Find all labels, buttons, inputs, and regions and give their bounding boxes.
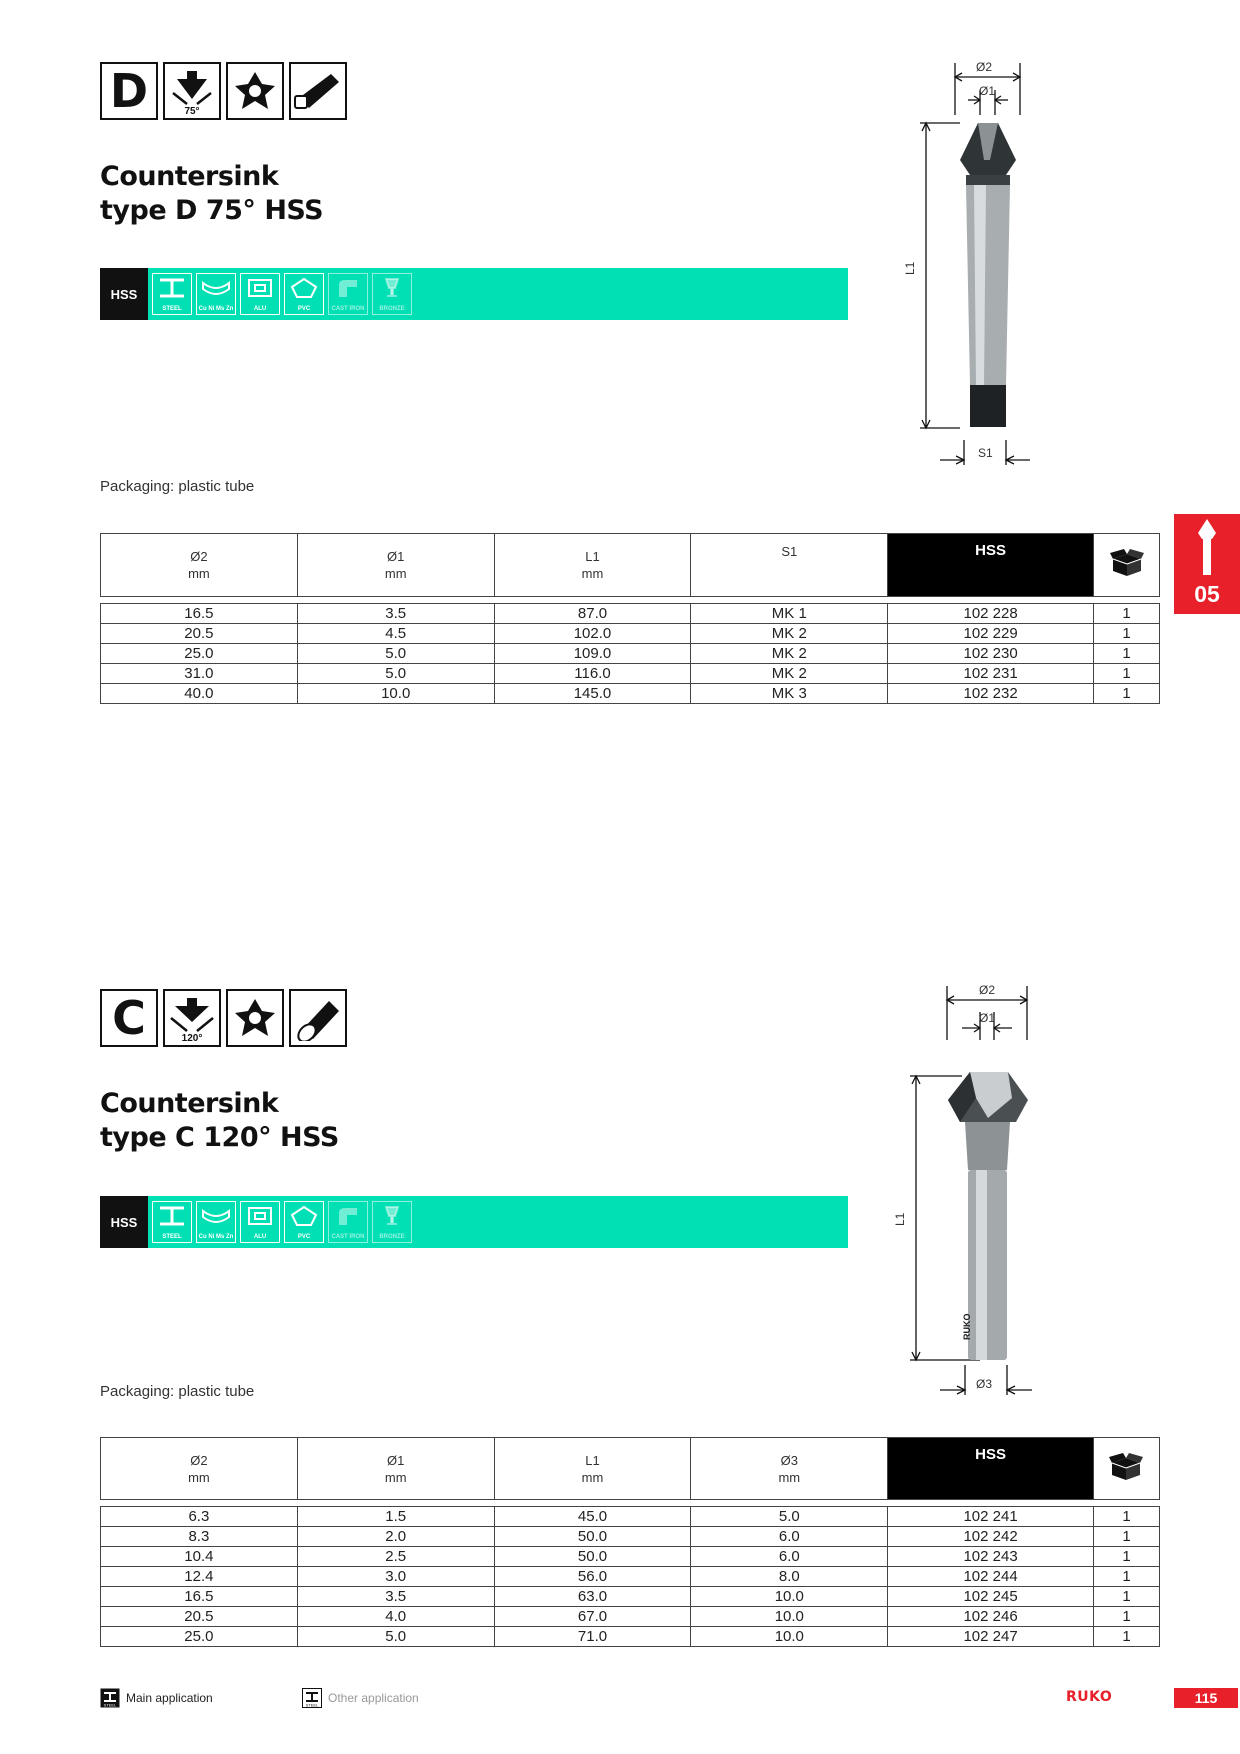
dim-s1: S1 [978, 446, 993, 460]
table-body-c [101, 1507, 1160, 1647]
svg-text:STEEL: STEEL [305, 1702, 319, 1708]
header-cell: L1 mm [494, 1438, 691, 1500]
table-cell: 1 [1093, 1567, 1159, 1587]
type-letter-c: C [100, 989, 158, 1047]
header-cell-hss: HSS [888, 1438, 1094, 1500]
table-cell: 5.0 [691, 1507, 888, 1527]
table-row [101, 1547, 1160, 1567]
table-cell: 3.5 [297, 1587, 494, 1607]
table-cell: 6.0 [691, 1527, 888, 1547]
brand-logo: RUKO [1066, 1689, 1113, 1705]
table-cell: 8.0 [691, 1567, 888, 1587]
type-icons-d [100, 62, 347, 120]
title-line-2: type C 120° HSS [100, 1122, 339, 1153]
table-cell: 102 246 [888, 1607, 1094, 1627]
countersink-icon [1196, 519, 1218, 575]
product-title-d [100, 160, 323, 228]
aluminium-profile-icon [245, 277, 275, 299]
material-alu [240, 273, 280, 315]
table-cell: 10.0 [297, 684, 494, 704]
product-title-c [100, 1087, 339, 1155]
table-cell: 10.0 [691, 1627, 888, 1647]
dim-d1: Ø1 [979, 1011, 996, 1025]
header-cell: Ø2 mm [101, 1438, 298, 1500]
header-cell: L1 mm [494, 534, 691, 597]
table-cell: 20.5 [101, 1607, 298, 1627]
material-pvc [284, 273, 324, 315]
table-cell: 1 [1093, 1547, 1159, 1567]
table-cell: 102 232 [888, 684, 1094, 704]
table-cell: 102 229 [888, 624, 1094, 644]
packaging-note-c: Packaging: plastic tube [100, 1383, 255, 1400]
material-label: PVC [297, 306, 311, 312]
material-label: STEEL [162, 306, 182, 312]
table-cell: 5.0 [297, 1627, 494, 1647]
spec-table-c-wrap [100, 1437, 1160, 1647]
shank-mark: RUKO [962, 1313, 972, 1340]
table-cell: 25.0 [101, 644, 298, 664]
material-label: CAST IRON [331, 1234, 365, 1240]
countersink-angle-icon [163, 62, 221, 120]
table-cell: 1 [1093, 1607, 1159, 1627]
table-cell: 10.0 [691, 1607, 888, 1627]
material-label: Cu Ni Ms Zn [198, 1234, 234, 1240]
header-cell: Ø2 mm [101, 534, 298, 597]
three-flute-icon [226, 989, 284, 1047]
table-cell: 1.5 [297, 1507, 494, 1527]
material-bar-d [100, 268, 848, 320]
material-nonferrous [196, 1201, 236, 1243]
material-cast-iron [328, 273, 368, 315]
table-cell: 45.0 [494, 1507, 691, 1527]
legend-other-label: Other application [328, 1691, 419, 1705]
spec-table-c [100, 1437, 1160, 1647]
table-cell: 12.4 [101, 1567, 298, 1587]
table-cell: 102.0 [494, 624, 691, 644]
material-label: BRONZE [379, 306, 405, 312]
table-cell: 102 243 [888, 1547, 1094, 1567]
chapter-number: 05 [1194, 581, 1220, 607]
bronze-icon [377, 277, 407, 299]
drawing-c [890, 980, 1050, 1400]
table-cell: MK 2 [691, 664, 888, 684]
svg-text:STEEL: STEEL [103, 1702, 117, 1708]
dim-l1: L1 [903, 261, 917, 275]
table-cell: 10.0 [691, 1587, 888, 1607]
material-label: ALU [253, 306, 267, 312]
table-cell: 16.5 [101, 1587, 298, 1607]
table-cell: 102 242 [888, 1527, 1094, 1547]
table-cell: 4.0 [297, 1607, 494, 1627]
table-row [101, 624, 1160, 644]
table-cell: 2.0 [297, 1527, 494, 1547]
table-cell: 5.0 [297, 664, 494, 684]
steel-beam-icon [157, 277, 187, 299]
table-cell: 1 [1094, 624, 1160, 644]
table-cell: 3.5 [297, 604, 494, 624]
header-cell: Ø1 mm [297, 534, 494, 597]
material-label: CAST IRON [331, 306, 365, 312]
package-icon [1110, 548, 1144, 578]
table-cell: 102 244 [888, 1567, 1094, 1587]
table-row [101, 684, 1160, 704]
title-line-2: type D 75° HSS [100, 195, 324, 226]
packaging-note-d: Packaging: plastic tube [100, 478, 255, 495]
material-strip [148, 268, 848, 320]
material-steel [152, 273, 192, 315]
header-cell: Ø3 mm [691, 1438, 888, 1500]
table-cell: 50.0 [494, 1547, 691, 1567]
nonferrous-icon [201, 277, 231, 299]
plastic-icon [289, 1205, 319, 1227]
package-icon [1109, 1452, 1143, 1482]
material-bronze [372, 1201, 412, 1243]
table-cell: 1 [1094, 644, 1160, 664]
table-cell: 1 [1094, 664, 1160, 684]
legend-main-label: Main application [126, 1691, 213, 1705]
table-row [101, 1607, 1160, 1627]
material-strip [148, 1196, 848, 1248]
spec-table-d [100, 533, 1160, 704]
table-cell: 50.0 [494, 1527, 691, 1547]
cylindrical-shank-icon [289, 989, 347, 1047]
type-icons-c [100, 989, 347, 1047]
steel-other-icon [302, 1688, 322, 1708]
chapter-tab [1174, 514, 1240, 614]
table-row [101, 644, 1160, 664]
morse-taper-shank-icon [289, 62, 347, 120]
table-cell: 102 228 [888, 604, 1094, 624]
table-cell: 1 [1093, 1507, 1159, 1527]
table-cell: 6.0 [691, 1547, 888, 1567]
material-pvc [284, 1201, 324, 1243]
table-cell: MK 2 [691, 624, 888, 644]
table-cell: 1 [1093, 1527, 1159, 1547]
dim-d3: Ø3 [976, 1377, 993, 1391]
legend-other-application [302, 1688, 419, 1708]
table-cell: 3.0 [297, 1567, 494, 1587]
table-row [101, 664, 1160, 684]
table-body-d [101, 604, 1160, 704]
table-cell: 40.0 [101, 684, 298, 704]
table-cell: 1 [1093, 1587, 1159, 1607]
steel-main-icon [100, 1688, 120, 1708]
material-alu [240, 1201, 280, 1243]
header-cell-package [1093, 1438, 1159, 1500]
bronze-icon [377, 1205, 407, 1227]
table-row [101, 1567, 1160, 1587]
table-cell: 67.0 [494, 1607, 691, 1627]
material-steel [152, 1201, 192, 1243]
material-label: BRONZE [379, 1234, 405, 1240]
material-label: PVC [297, 1234, 311, 1240]
table-cell: MK 2 [691, 644, 888, 664]
table-row [101, 1627, 1160, 1647]
material-cast-iron [328, 1201, 368, 1243]
table-cell: 2.5 [297, 1547, 494, 1567]
header-cell: S1 [691, 534, 888, 597]
material-bar-c [100, 1196, 848, 1248]
title-line-1: Countersink [100, 161, 279, 192]
table-cell: 1 [1093, 1627, 1159, 1647]
cast-iron-icon [333, 1205, 363, 1227]
table-cell: 8.3 [101, 1527, 298, 1547]
table-cell: 56.0 [494, 1567, 691, 1587]
table-cell: 1 [1094, 684, 1160, 704]
table-cell: 25.0 [101, 1627, 298, 1647]
table-cell: 109.0 [494, 644, 691, 664]
header-cell-hss: HSS [888, 534, 1094, 597]
type-letter-d: D [100, 62, 158, 120]
material-label: Cu Ni Ms Zn [198, 306, 234, 312]
table-cell: MK 1 [691, 604, 888, 624]
three-flute-icon [226, 62, 284, 120]
header-cell: Ø1 mm [297, 1438, 494, 1500]
aluminium-profile-icon [245, 1205, 275, 1227]
table-cell: 1 [1094, 604, 1160, 624]
table-cell: 116.0 [494, 664, 691, 684]
plastic-icon [289, 277, 319, 299]
table-row [101, 1527, 1160, 1547]
drawing-d [900, 55, 1050, 475]
table-row [101, 604, 1160, 624]
table-cell: 102 245 [888, 1587, 1094, 1607]
spec-table-d-wrap [100, 533, 1160, 704]
angle-label: 75° [184, 106, 200, 117]
dim-d1: Ø1 [979, 84, 996, 98]
dim-d2: Ø2 [976, 60, 993, 74]
table-cell: 4.5 [297, 624, 494, 644]
table-row [101, 1587, 1160, 1607]
material-label: STEEL [162, 1234, 182, 1240]
table-row [101, 1507, 1160, 1527]
page-number: 115 [1174, 1688, 1238, 1708]
table-cell: 87.0 [494, 604, 691, 624]
table-cell: 71.0 [494, 1627, 691, 1647]
table-cell: 10.4 [101, 1547, 298, 1567]
material-label: ALU [253, 1234, 267, 1240]
nonferrous-icon [201, 1205, 231, 1227]
material-bronze [372, 273, 412, 315]
title-line-1: Countersink [100, 1088, 279, 1119]
header-cell-package [1094, 534, 1160, 597]
table-cell: 5.0 [297, 644, 494, 664]
table-cell: 16.5 [101, 604, 298, 624]
table-cell: 102 241 [888, 1507, 1094, 1527]
hss-badge: HSS [100, 1196, 148, 1248]
dim-l1: L1 [893, 1212, 907, 1226]
steel-beam-icon [157, 1205, 187, 1227]
table-cell: MK 3 [691, 684, 888, 704]
countersink-angle-icon [163, 989, 221, 1047]
table-cell: 31.0 [101, 664, 298, 684]
table-cell: 102 247 [888, 1627, 1094, 1647]
table-cell: 63.0 [494, 1587, 691, 1607]
material-nonferrous [196, 273, 236, 315]
table-cell: 6.3 [101, 1507, 298, 1527]
hss-badge: HSS [100, 268, 148, 320]
legend-main-application [100, 1688, 213, 1708]
dim-d2: Ø2 [979, 983, 996, 997]
table-cell: 20.5 [101, 624, 298, 644]
table-cell: 102 230 [888, 644, 1094, 664]
table-cell: 102 231 [888, 664, 1094, 684]
cast-iron-icon [333, 277, 363, 299]
table-cell: 145.0 [494, 684, 691, 704]
angle-label: 120° [181, 1033, 203, 1044]
